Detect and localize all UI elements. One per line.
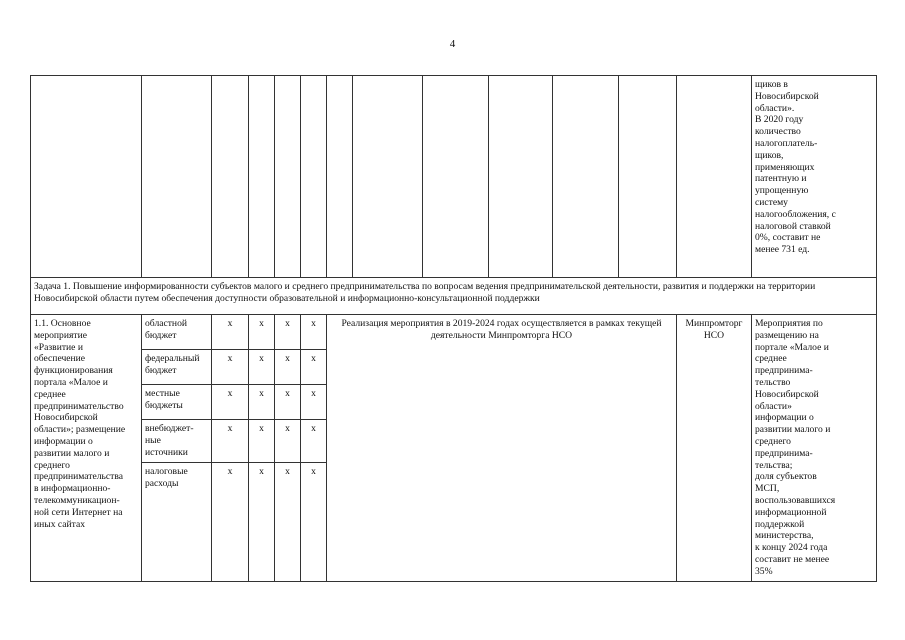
value-mark: x bbox=[212, 350, 249, 385]
value-mark: x bbox=[212, 420, 249, 463]
empty-cell bbox=[619, 76, 677, 278]
empty-cell bbox=[353, 76, 423, 278]
empty-cell bbox=[677, 76, 752, 278]
value-mark: x bbox=[301, 385, 327, 420]
value-mark: x bbox=[301, 315, 327, 350]
value-mark: x bbox=[212, 385, 249, 420]
value-mark: x bbox=[301, 462, 327, 581]
executor: Минпромторг НСО bbox=[677, 315, 752, 582]
value-mark: x bbox=[275, 462, 301, 581]
task-heading: Задача 1. Повышение информированности субъектов малого и среднего предпринимательства по вопросам ведения предпринимательской деятельности, развития и поддержки на территории Новосибирской области путем обеспечения доступности образовательной и информационно-консультационной поддержки bbox=[31, 278, 877, 315]
value-mark: x bbox=[249, 315, 275, 350]
funding-source-label: федеральный бюджет bbox=[142, 350, 212, 385]
empty-cell bbox=[275, 76, 301, 278]
value-mark: x bbox=[249, 350, 275, 385]
continued-row bbox=[31, 76, 877, 278]
empty-cell bbox=[423, 76, 489, 278]
funding-source-label: областной бюджет bbox=[142, 315, 212, 350]
empty-cell bbox=[489, 76, 553, 278]
value-mark: x bbox=[275, 315, 301, 350]
value-mark: x bbox=[275, 350, 301, 385]
value-mark: x bbox=[301, 420, 327, 463]
expected-result: Мероприятия по размещению на портале «Малое и среднее предпринима- тельство Новосибирской области» информации о развитии малого и среднего предпринима- тельства; доля субъектов МСП, воспользовавшихся информационной поддержкой министерства, к концу 2024 года составит не менее 35% bbox=[752, 315, 877, 582]
value-mark: x bbox=[212, 315, 249, 350]
value-mark: x bbox=[275, 420, 301, 463]
empty-cell bbox=[301, 76, 327, 278]
empty-cell bbox=[212, 76, 249, 278]
page-number: 4 bbox=[449, 38, 456, 50]
task-row bbox=[31, 278, 877, 315]
value-mark: x bbox=[249, 420, 275, 463]
program-table bbox=[30, 75, 877, 582]
source-row bbox=[31, 315, 877, 350]
measure-name: 1.1. Основное мероприятие «Развитие и обеспечение функционирования портала «Малое и среднее предпринимательство Новосибирской области»; размещение информации о развитии малого и среднего предпринимательства в информационно- телекоммуникацион- ной сети Интернет на иных сайтах bbox=[31, 315, 142, 582]
value-mark: x bbox=[275, 385, 301, 420]
empty-cell bbox=[142, 76, 212, 278]
value-mark: x bbox=[249, 462, 275, 581]
funding-source-label: налоговые расходы bbox=[142, 462, 212, 581]
empty-cell bbox=[327, 76, 353, 278]
funding-source-label: местные бюджеты bbox=[142, 385, 212, 420]
funding-source-label: внебюджет- ные источники bbox=[142, 420, 212, 463]
empty-cell bbox=[553, 76, 619, 278]
value-mark: x bbox=[212, 462, 249, 581]
implementation-note: Реализация мероприятия в 2019-2024 годах осуществляется в рамках текущей деятельности Минпромторга НСО bbox=[327, 315, 677, 582]
empty-cell bbox=[31, 76, 142, 278]
value-mark: x bbox=[249, 385, 275, 420]
empty-cell bbox=[249, 76, 275, 278]
continued-indicator-text: щиков в Новосибирской области». В 2020 году количество налогоплатель- щиков, применяющих патентную и упрощенную систему налогообложения, с налоговой ставкой 0%, составит не менее 731 ед. bbox=[752, 76, 877, 278]
value-mark: x bbox=[301, 350, 327, 385]
